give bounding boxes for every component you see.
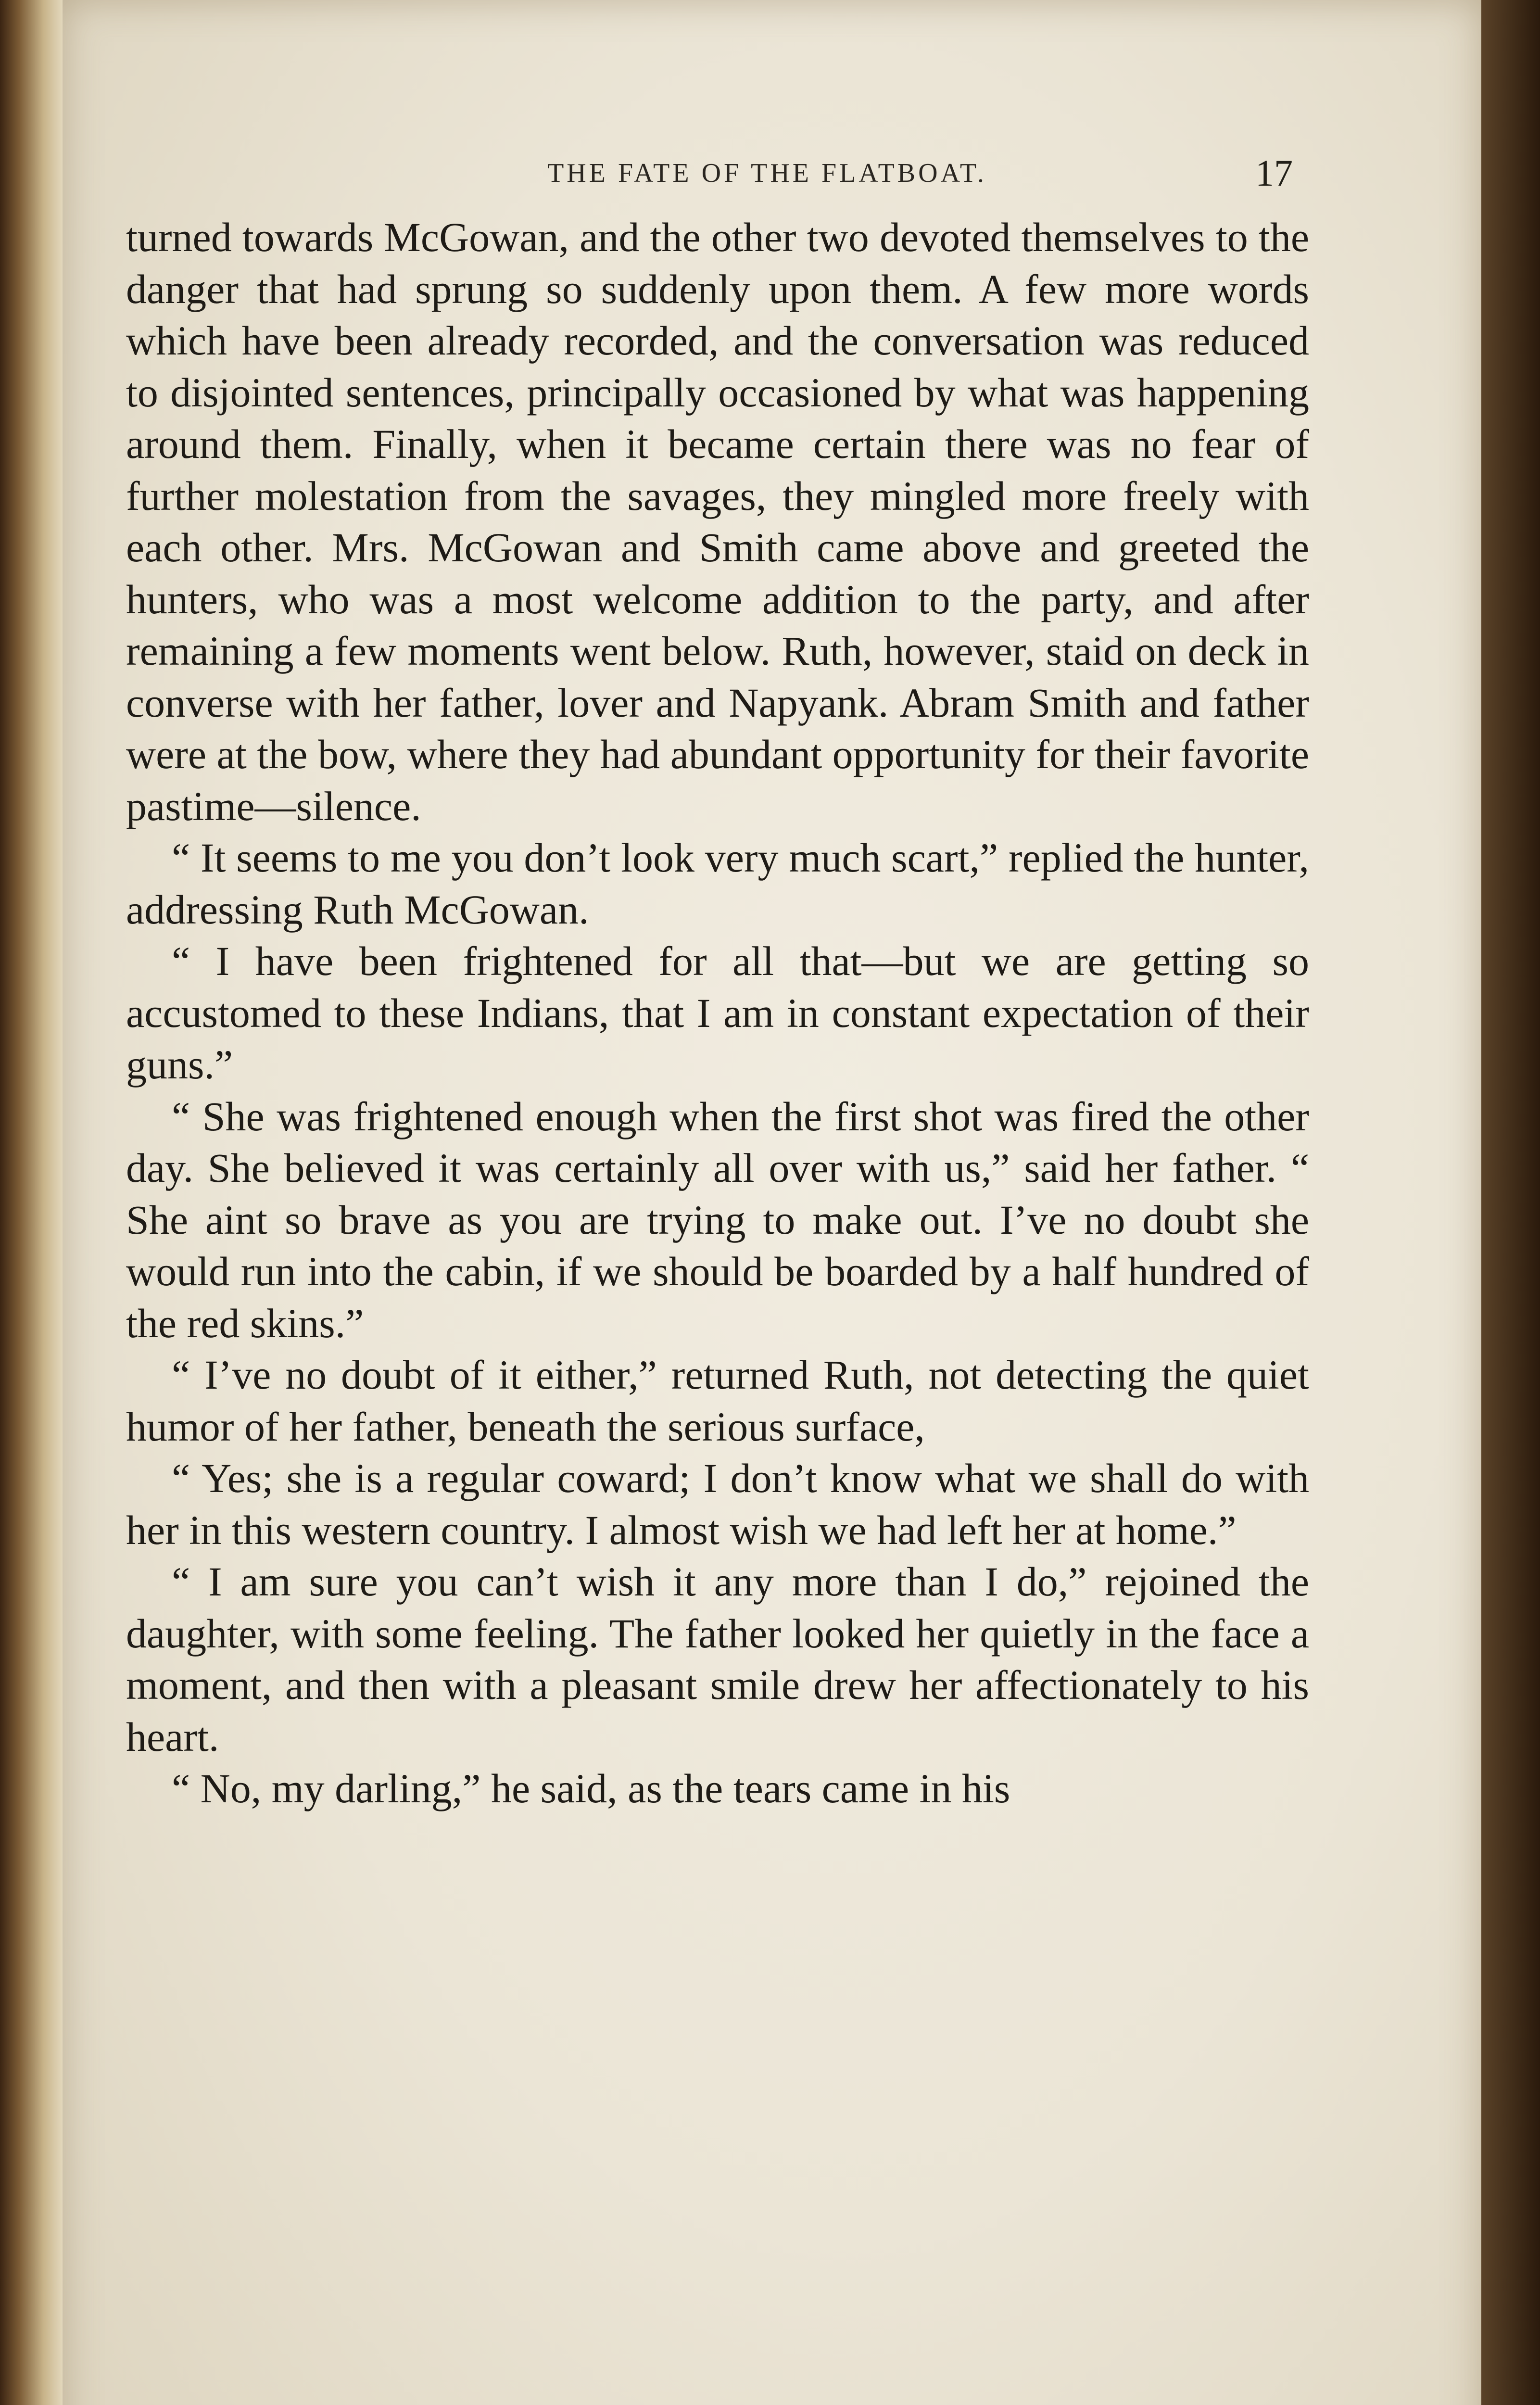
page-edge-shadow bbox=[1481, 0, 1540, 2405]
paragraph: “ Yes; she is a regular coward; I don’t know what we shall do with her in this western country. I almost wish we had left her at home.” bbox=[126, 1455, 1309, 1553]
running-head-title: THE FATE OF THE FLATBOAT. bbox=[547, 158, 987, 188]
paragraph: “ I am sure you can’t wish it any more than I do,” rejoined the daughter, with some feeling. The father looked her quietly in the face a moment, and then with a pleasant smile drew her affectionately to his heart. bbox=[126, 1558, 1309, 1760]
book-binding-gutter bbox=[0, 0, 63, 2405]
paragraph: turned towards McGowan, and the other two devoted themselves to the danger that had sprung so suddenly upon them. A few more words which have been already recorded, and the conversation was reduced to disjointed sentences, principally occasioned by what was happening around them. Finally, when it became certain there was no fear of further molestation from the savages, they mingled more freely with each other. Mrs. McGowan and Smith came above and greeted the hunters, who was a most welcome addition to the party, and after remaining a few moments went below. Ruth, however, staid on deck in converse with her father, lover and Napyank. Abram Smith and father were at the bow, where they had abundant opportunity for their favorite pastime—silence. bbox=[126, 214, 1309, 829]
body-text bbox=[126, 212, 1309, 1815]
paragraph: “ She was frightened enough when the first shot was fired the other day. She believed it was certainly all over with us,” said her father. “ She aint so brave as you are trying to make out. I’ve no doubt she would run into the cabin, if we should be boarded by a half hundred of the red skins.” bbox=[126, 1093, 1309, 1346]
paragraph: “ I’ve no doubt of it either,” returned Ruth, not detecting the quiet humor of her father, beneath the serious surface, bbox=[126, 1352, 1309, 1450]
paragraph: “ No, my darling,” he said, as the tears came in his bbox=[172, 1765, 1010, 1811]
running-head bbox=[255, 144, 1279, 202]
paragraph: “ I have been frightened for all that—but we are getting so accustomed to these Indians, that I am in constant expectation of their guns.” bbox=[126, 938, 1309, 1088]
page-number: 17 bbox=[1255, 152, 1293, 194]
paragraph: “ It seems to me you don’t look very much scart,” replied the hunter, addressing Ruth McGowan. bbox=[126, 835, 1309, 933]
